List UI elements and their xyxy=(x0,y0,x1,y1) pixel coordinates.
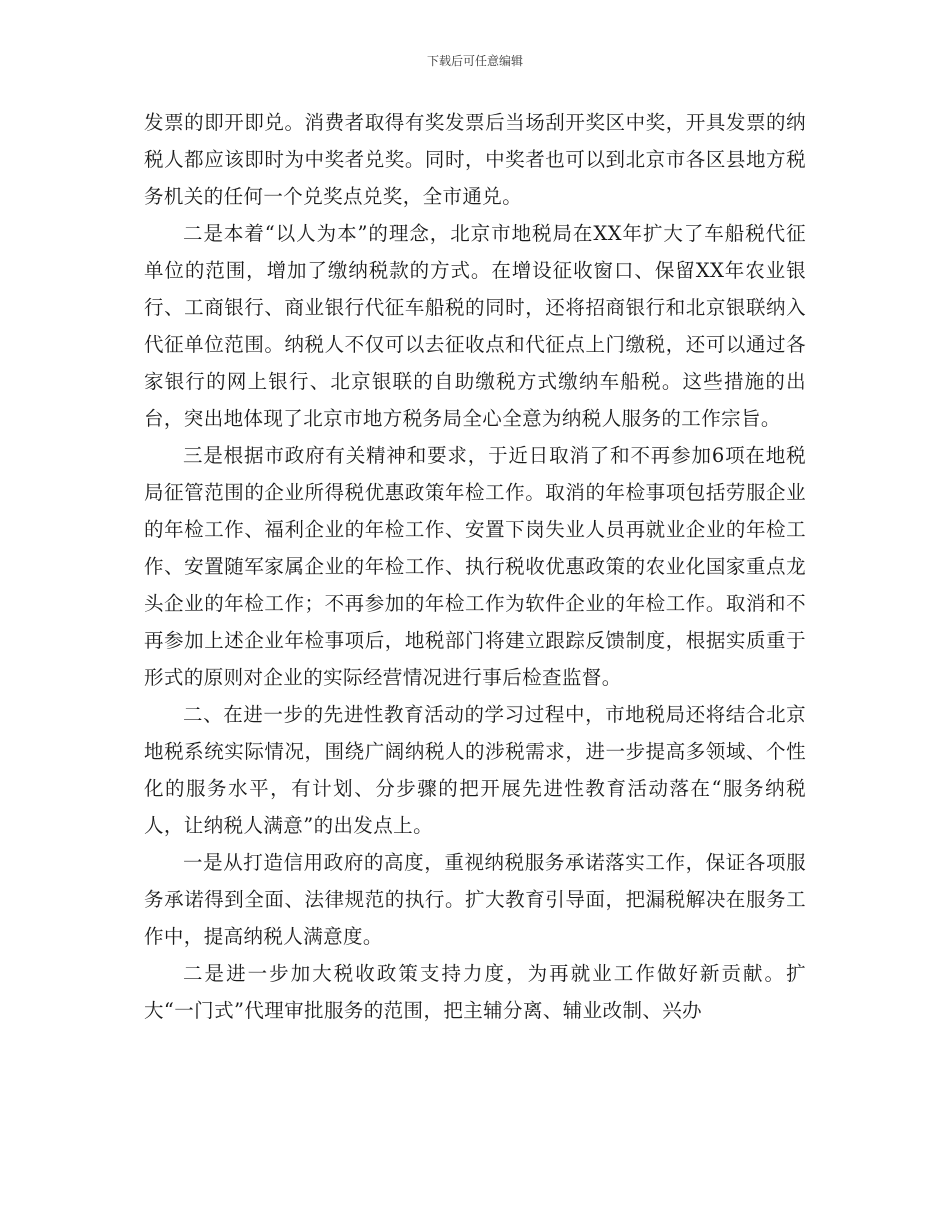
paragraph-4: 二、在进一步的先进性教育活动的学习过程中，市地税局还将结合北京地税系统实际情况，围绕广阔纳税人的涉税需求，进一步提高多领域、个性化的服务水平，有计划、分步骤的把开展先进性教育活动落在“服务纳税人，让纳税人满意”的出发点上。 xyxy=(144,703,806,837)
paragraph-2: 二是本着“以人为本”的理念，北京市地税局在XX年扩大了车船税代征单位的范围，增加了缴纳税款的方式。在增设征收窗口、保留XX年农业银行、工商银行、商业银行代征车船税的同时，还将招商银行和北京银联纳入代征单位范围。纳税人不仅可以去征收点和代征点上门缴税，还可以通过各家银行的网上银行、北京银联的自助缴税方式缴纳车船税。这些措施的出台，突出地体现了北京市地方税务局全心全意为纳税人服务的工作宗旨。 xyxy=(144,222,806,430)
paragraph-6: 二是进一步加大税收政策支持力度，为再就业工作做好新贡献。扩大“一门式”代理审批服务的范围，把主辅分离、辅业改制、兴办 xyxy=(144,962,806,1022)
paragraph-3: 三是根据市政府有关精神和要求，于近日取消了和不再参加6项在地税局征管范围的企业所得税优惠政策年检工作。取消的年检事项包括劳服企业的年检工作、福利企业的年检工作、安置下岗失业人员再就业企业的年检工作、安置随军家属企业的年检工作、执行税收优惠政策的农业化国家重点龙头企业的年检工作；不再参加的年检工作为软件企业的年检工作。取消和不再参加上述企业年检事项后，地税部门将建立跟踪反馈制度，根据实质重于形式的原则对企业的实际经营情况进行事后检查监督。 xyxy=(144,444,806,689)
paragraph-5: 一是从打造信用政府的高度，重视纳税服务承诺落实工作，保证各项服务承诺得到全面、法律规范的执行。扩大教育引导面，把漏税解决在服务工作中，提高纳税人满意度。 xyxy=(144,851,806,948)
paragraph-1: 发票的即开即兑。消费者取得有奖发票后当场刮开奖区中奖，开具发票的纳税人都应该即时为中奖者兑奖。同时，中奖者也可以到北京市各区县地方税务机关的任何一个兑奖点兑奖，全市通兑。 xyxy=(144,111,806,208)
document-body xyxy=(144,104,806,1029)
page-header: 下载后可任意编辑 xyxy=(426,54,523,68)
